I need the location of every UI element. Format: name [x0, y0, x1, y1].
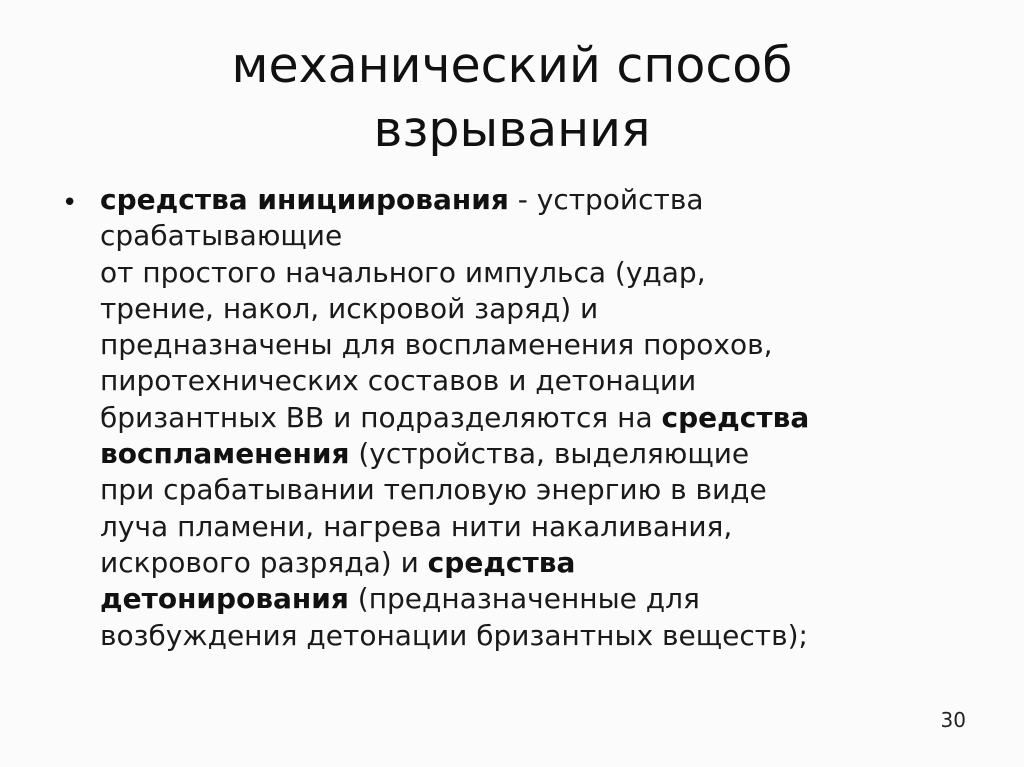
bullet-text: [100, 182, 980, 654]
text-segment: искрового разряда) и: [100, 545, 428, 579]
text-segment: возбуждения детонации бризантных веществ);: [100, 618, 808, 652]
bold-term-ignition: воспламенения: [100, 437, 350, 471]
text-line-13: [100, 618, 980, 654]
text-line-10: [100, 509, 980, 545]
text-segment: предназначены для воспламенения порохов,: [100, 328, 773, 362]
text-line-11: [100, 545, 980, 581]
text-line-3: [100, 255, 980, 291]
bold-term-detonation: детонирования: [100, 582, 349, 616]
title-line-1: механический способ: [231, 37, 793, 94]
slide-title: [0, 34, 1024, 162]
text-line-1: [100, 182, 980, 218]
text-line-9: [100, 472, 980, 508]
text-segment: срабатывающие: [100, 219, 343, 253]
text-line-5: [100, 327, 980, 363]
text-segment: бризантных ВВ и подразделяются на: [100, 400, 662, 434]
bold-term-means: средства: [427, 545, 576, 579]
text-segment: при срабатывании тепловую энергию в виде: [100, 473, 767, 507]
text-line-6: [100, 363, 980, 399]
text-segment: - устройства: [508, 183, 704, 216]
bold-term-initiation-means: средства инициирования: [100, 183, 509, 216]
text-line-12: [100, 581, 980, 617]
text-segment: пиротехнических составов и детонации: [100, 364, 697, 398]
page-number: 30: [940, 708, 966, 732]
text-line-2: [100, 218, 980, 254]
text-segment: (устройства, выделяющие: [349, 437, 750, 471]
bullet-icon: •: [62, 188, 78, 218]
bold-term-means: средства: [661, 400, 810, 434]
text-line-7: [100, 400, 980, 436]
text-line-8: [100, 436, 980, 472]
text-segment: (предназначенные для: [348, 582, 700, 616]
title-line-2: взрывания: [373, 101, 651, 158]
text-segment: луча пламени, нагрева нити накаливания,: [100, 509, 733, 543]
text-line-4: [100, 291, 980, 327]
text-segment: трение, накол, искровой заряд) и: [100, 291, 599, 325]
text-segment: от простого начального импульса (удар,: [100, 255, 706, 289]
